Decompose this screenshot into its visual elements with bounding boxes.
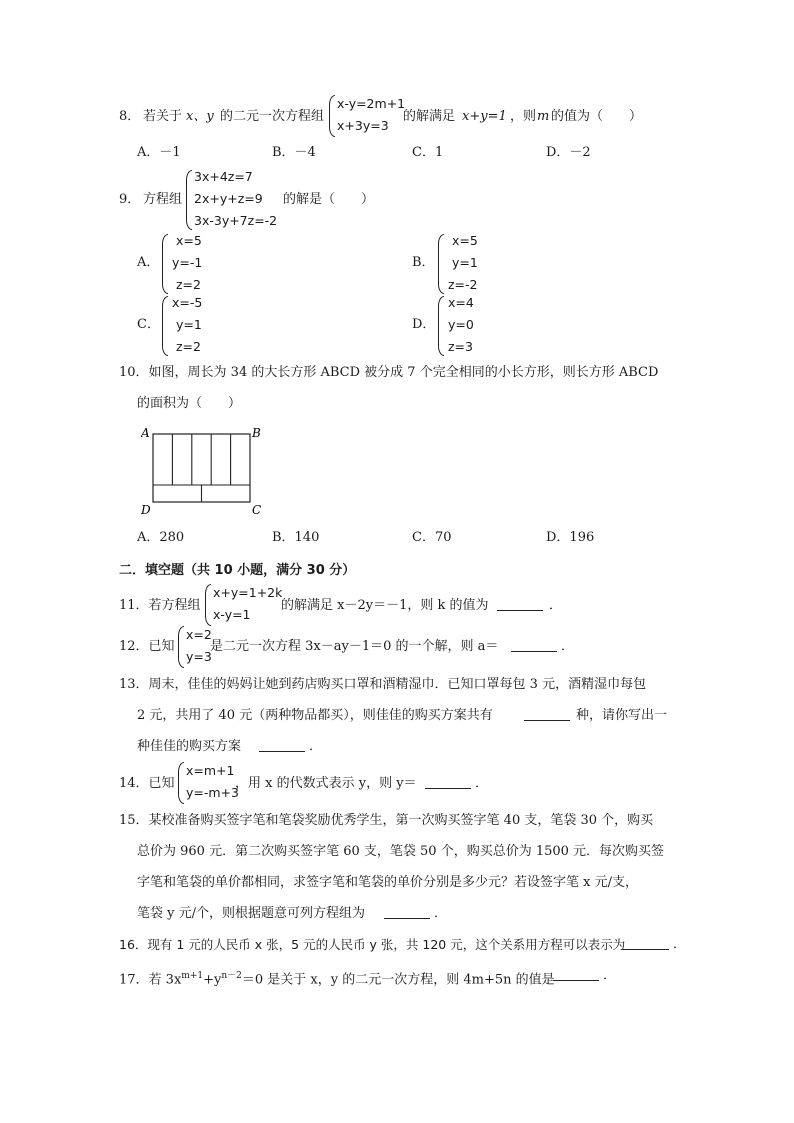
q16-answer-blank[interactable] bbox=[623, 937, 669, 955]
figure-label-d: D bbox=[141, 503, 151, 517]
q10-line1: 10．如图，周长为 34 的大长方形 ABCD 被分成 7 个完全相同的小长方形，则长方形 ABCD bbox=[119, 365, 659, 380]
q11-equation-system bbox=[205, 584, 285, 626]
q9-a-x: x=5 bbox=[176, 233, 202, 248]
q12-text-pre: 12．已知 bbox=[119, 639, 175, 654]
q9-option-d-system bbox=[438, 294, 488, 358]
figure-label-a: A bbox=[141, 426, 150, 440]
q8-text-post2: ，则 bbox=[510, 109, 537, 124]
q17-text-pre: 17．若 3x bbox=[119, 972, 182, 988]
q17-sup2: n－2 bbox=[221, 971, 242, 981]
q8-option-d[interactable]: D．－2 bbox=[546, 145, 591, 160]
q15-line4a: 笔袋 y 元/个，则根据题意可列方程组为 bbox=[137, 906, 365, 921]
q9-b-x: x=5 bbox=[452, 233, 478, 248]
q8-option-a[interactable]: A．－1 bbox=[137, 145, 181, 160]
q9-eq3: 3x-3y+7z=-2 bbox=[194, 213, 278, 228]
q9-option-c-system bbox=[162, 294, 212, 358]
brace-icon bbox=[438, 234, 444, 294]
q15-end: ． bbox=[434, 906, 448, 921]
q11-eq1: x+y=1+2k bbox=[213, 585, 283, 600]
q9-text-post: 的解是（ ） bbox=[283, 192, 375, 207]
q9-eq2: 2x+y+z=9 bbox=[194, 191, 263, 206]
figure-label-c: C bbox=[252, 503, 261, 517]
q8-vars: x、y bbox=[186, 109, 214, 124]
q9-equation-system bbox=[186, 168, 286, 232]
q9-c-x: x=-5 bbox=[172, 295, 203, 310]
q17-sup1: m+1 bbox=[181, 971, 204, 981]
q8-m: m bbox=[537, 109, 550, 124]
q13-line3a: 种佳佳的购买方案 bbox=[137, 739, 242, 754]
q9-d-y: y=0 bbox=[448, 317, 474, 332]
q8-option-b[interactable]: B．－4 bbox=[272, 145, 316, 160]
q11-end: ． bbox=[549, 598, 563, 613]
q9-a-z: z=2 bbox=[176, 277, 201, 292]
q8-condition: x+y=1 bbox=[462, 109, 507, 124]
q9-b-y: y=1 bbox=[452, 255, 478, 270]
q9-option-a-label: A． bbox=[137, 255, 160, 270]
q14-eq1: x=m+1 bbox=[186, 763, 235, 778]
q9-text-pre: 方程组 bbox=[143, 192, 183, 207]
q14-answer-blank[interactable] bbox=[425, 776, 471, 794]
q13-answer-blank-2[interactable] bbox=[259, 739, 305, 757]
q17-answer-blank[interactable] bbox=[553, 968, 599, 986]
q9-c-z: z=2 bbox=[176, 339, 201, 354]
q8-number: 8． bbox=[119, 109, 141, 124]
q14-end: ． bbox=[475, 776, 489, 791]
q13-line2b: 种，请你写出一 bbox=[576, 708, 668, 723]
question-17-line bbox=[119, 968, 555, 988]
q9-d-z: z=3 bbox=[448, 339, 473, 354]
q9-d-x: x=4 bbox=[448, 295, 474, 310]
rectangle-figure bbox=[141, 425, 261, 517]
q9-option-b-system bbox=[438, 232, 488, 296]
q9-option-c-label: C． bbox=[137, 317, 160, 332]
q10-option-d[interactable]: D．196 bbox=[546, 530, 595, 545]
brace-icon bbox=[162, 234, 168, 294]
brace-icon bbox=[205, 584, 211, 626]
q15-answer-blank[interactable] bbox=[384, 906, 430, 924]
q9-option-d-label: D． bbox=[412, 317, 436, 332]
brace-icon bbox=[162, 296, 168, 356]
q16-end: ． bbox=[673, 937, 687, 952]
q9-b-z: z=-2 bbox=[448, 277, 478, 292]
q13-line1: 13．周末，佳佳的妈妈让她到药店购买口罩和酒精湿巾．已知口罩每包 3 元，酒精湿巾每包 bbox=[119, 677, 647, 692]
q8-text-mid: 的二元一次方程组 bbox=[220, 109, 325, 124]
brace-icon bbox=[178, 626, 184, 668]
brace-icon bbox=[186, 170, 192, 230]
q10-option-b[interactable]: B．140 bbox=[272, 530, 320, 545]
q10-line2: 的面积为（ ） bbox=[137, 396, 242, 411]
q8-text-post1: 的解满足 bbox=[403, 109, 456, 124]
q9-option-a-system bbox=[162, 232, 212, 296]
q9-eq1: 3x+4z=7 bbox=[194, 169, 253, 184]
brace-icon bbox=[178, 762, 184, 804]
q9-option-b-label: B． bbox=[412, 255, 435, 270]
q17-end: ． bbox=[603, 968, 617, 983]
q8-equation-system bbox=[329, 95, 409, 137]
q12-text-post: 是二元一次方程 3x－ay－1＝0 的一个解，则 a＝ bbox=[210, 639, 499, 654]
q14-text-pre: 14．已知 bbox=[119, 776, 175, 791]
brace-icon bbox=[329, 95, 335, 137]
q11-text-post: 的解满足 x－2y＝－1，则 k 的值为 bbox=[281, 598, 489, 613]
q13-line2a: 2 元，共用了 40 元（两种物品都买），则佳佳的购买方案共有 bbox=[137, 708, 493, 723]
brace-icon bbox=[438, 296, 444, 356]
figure-label-b: B bbox=[252, 426, 261, 440]
q13-answer-blank-1[interactable] bbox=[524, 708, 570, 726]
q8-option-c[interactable]: C．1 bbox=[412, 145, 444, 160]
q8-text-post3: 的值为（ ） bbox=[551, 109, 643, 124]
q12-end: ． bbox=[561, 639, 575, 654]
q11-eq2: x-y=1 bbox=[213, 607, 251, 622]
q17-text-post: ＝0 是关于 x，y 的二元一次方程，则 4m+5n 的值是 bbox=[241, 972, 555, 988]
q15-line3: 字笔和笔袋的单价都相同，求签字笔和笔袋的单价分别是多少元？若设签字笔 x 元/支， bbox=[137, 875, 638, 890]
q12-eq1: x=2 bbox=[186, 627, 212, 642]
q9-c-y: y=1 bbox=[176, 317, 202, 332]
q15-line2: 总价为 960 元．第二次购买签字笔 60 支，笔袋 50 个，购买总价为 1500 元．每次购买签 bbox=[137, 844, 665, 859]
q8-text-pre: 若关于 bbox=[143, 109, 183, 124]
q15-line1: 15．某校准备购买签字笔和笔袋奖励优秀学生，第一次购买签字笔 40 支，笔袋 30 个，购买 bbox=[119, 813, 654, 828]
q11-text-pre: 11．若方程组 bbox=[119, 598, 201, 613]
q17-mid: +y bbox=[203, 972, 222, 988]
q9-number: 9． bbox=[119, 192, 141, 207]
q10-option-a[interactable]: A．280 bbox=[137, 530, 185, 545]
q11-answer-blank[interactable] bbox=[497, 598, 543, 616]
q16-text: 16．现有 1 元的人民币 x 张，5 元的人民币 y 张，共 120 元，这个关系用方程可以表示为 bbox=[119, 937, 626, 952]
q14-text-post: ，用 x 的代数式表示 y，则 y＝ bbox=[235, 776, 417, 791]
q8-eq2: x+3y=3 bbox=[337, 118, 389, 133]
q9-a-y: y=-1 bbox=[172, 255, 203, 270]
q8-eq1: x-y=2m+1 bbox=[337, 96, 406, 111]
q13-end: ． bbox=[309, 739, 323, 754]
q12-answer-blank[interactable] bbox=[511, 639, 557, 657]
section-2-heading: 二．填空题（共 10 小题，满分 30 分） bbox=[119, 563, 356, 578]
q10-option-c[interactable]: C．70 bbox=[412, 530, 452, 545]
q12-eq2: y=3 bbox=[186, 649, 212, 664]
q14-eq2: y=-m+3 bbox=[186, 785, 239, 800]
